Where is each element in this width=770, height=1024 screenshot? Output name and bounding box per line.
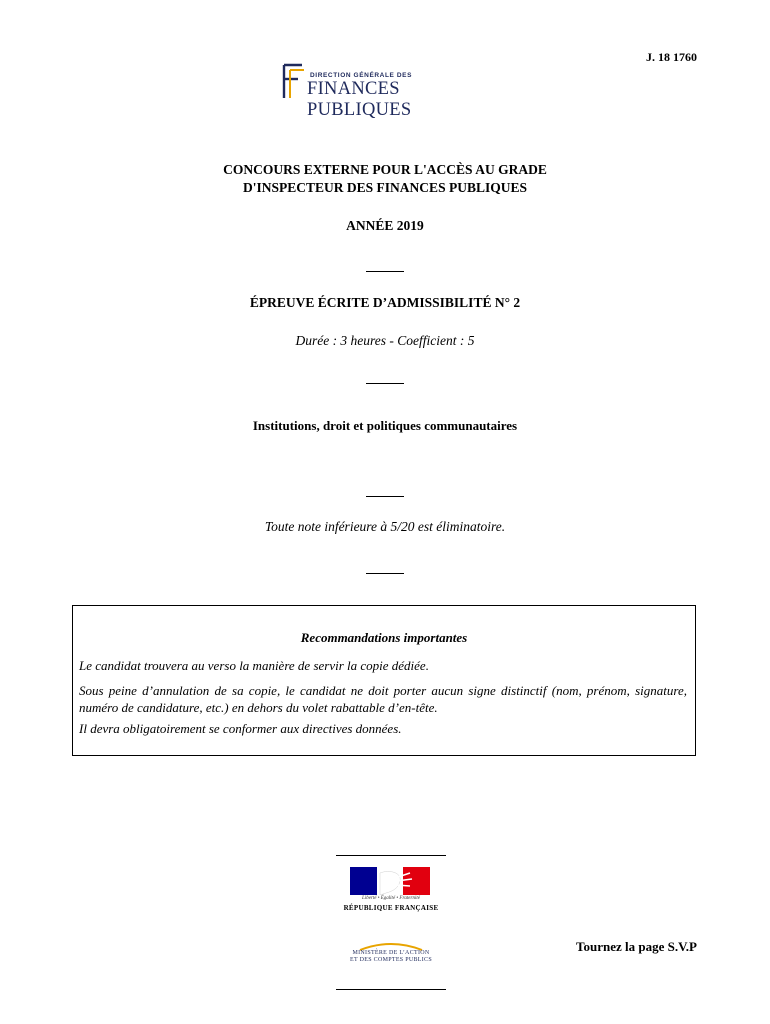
exam-year: ANNÉE 2019 — [346, 218, 424, 233]
turn-page-note: Tournez la page S.V.P — [576, 939, 697, 954]
logo-top-rule — [336, 855, 446, 856]
separator-rule — [366, 383, 404, 384]
recommendations-box — [72, 605, 696, 756]
document-reference: J. 18 1760 — [646, 50, 697, 64]
recommendation-paragraph: Sous peine d’annulation de sa copie, le candidat ne doit porter aucun signe distinctif (nom, prénom, signature, numéro de candidature, etc.) en dehors du volet rabattable d’en-tête. — [79, 683, 687, 715]
marianne-flag-icon — [350, 867, 430, 895]
exam-name: ÉPREUVE ÉCRITE D’ADMISSIBILITÉ N° 2 — [249, 295, 521, 310]
logo-bottom-rule — [336, 989, 446, 990]
dgfip-f-logo-icon — [276, 62, 308, 100]
ministry-name-line-1: MINISTÈRE DE L’ACTION — [352, 950, 430, 956]
republic-motto: Liberté • Égalité • Fraternité — [362, 896, 420, 901]
ministry-logo-block — [336, 855, 446, 990]
logo-title: FINANCES PUBLIQUES — [307, 79, 412, 120]
recommendation-paragraph: Le candidat trouvera au verso la manière de servir la copie dédiée. — [79, 658, 429, 673]
exam-duration: Durée : 3 heures - Coefficient : 5 — [295, 333, 475, 348]
ministry-name-line-2: ET DES COMPTES PUBLICS — [349, 957, 432, 963]
separator-rule — [366, 496, 404, 497]
dgfip-logo — [276, 62, 501, 120]
recommendations-title: Recommandations importantes — [300, 630, 468, 645]
separator-rule — [366, 573, 404, 574]
eliminatory-note: Toute note inférieure à 5/20 est éliminatoire. — [264, 519, 506, 534]
title-line-1: CONCOURS EXTERNE POUR L'ACCÈS AU GRADE — [223, 162, 547, 177]
exam-subject: Institutions, droit et politiques communautaires — [252, 418, 518, 433]
title-line-2: D'INSPECTEUR DES FINANCES PUBLIQUES — [243, 180, 527, 195]
ministry-name — [336, 950, 446, 964]
republic-name: RÉPUBLIQUE FRANÇAISE — [343, 904, 439, 912]
logo-subtitle: DIRECTION GÉNÉRALE DES — [310, 72, 413, 79]
recommendation-paragraph: Il devra obligatoirement se conformer aux directives données. — [79, 721, 402, 736]
separator-rule — [366, 271, 404, 272]
